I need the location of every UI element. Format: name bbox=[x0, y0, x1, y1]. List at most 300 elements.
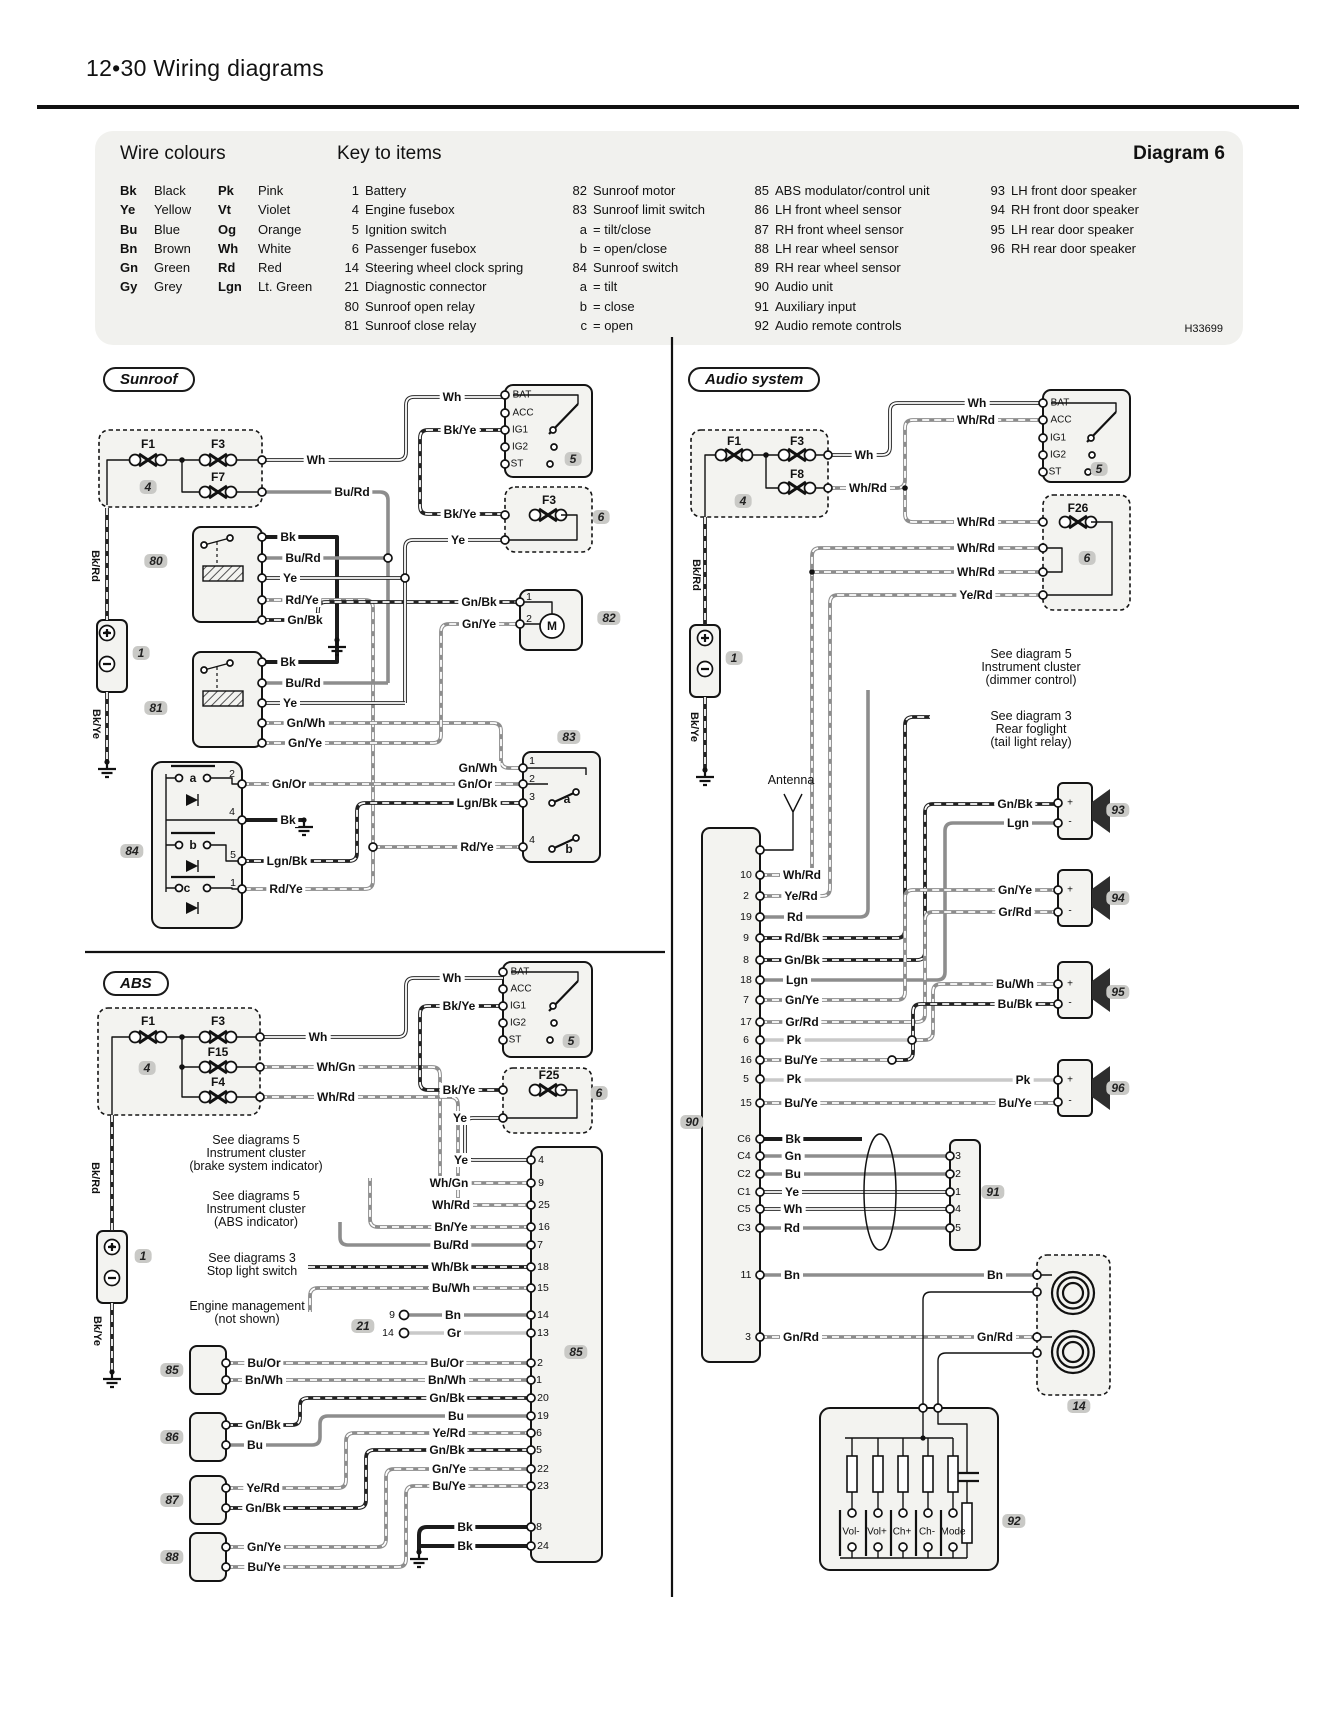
wire-label: Wh/Rd bbox=[314, 1090, 358, 1104]
wire-label: Gn/Bk bbox=[242, 1501, 283, 1515]
component-label: - bbox=[110, 1272, 114, 1284]
pin-number: 22 bbox=[537, 1463, 549, 1475]
wire-label: Bk bbox=[277, 813, 298, 827]
fuse-label: F1 bbox=[140, 437, 156, 451]
component-label: Ch+ bbox=[892, 1526, 912, 1538]
wire-label: Bn bbox=[984, 1268, 1006, 1282]
fuse-label: c bbox=[183, 881, 191, 895]
wire-label: Bu/Ye bbox=[781, 1096, 820, 1110]
key-item: 91 Auxiliary input bbox=[754, 298, 856, 314]
component-badge: 96 bbox=[1106, 1081, 1129, 1095]
fuse-label: F8 bbox=[789, 467, 805, 481]
wire-label: Wh bbox=[852, 448, 877, 462]
wire-label: Wh/Rd bbox=[954, 413, 998, 427]
fuse-label: F26 bbox=[1067, 501, 1089, 515]
wire-label: Wh bbox=[965, 396, 990, 410]
pin-number: 2 bbox=[537, 1357, 543, 1369]
sunroof-circuit bbox=[97, 385, 600, 928]
pin-number: 20 bbox=[537, 1392, 549, 1404]
pin-number: 6 bbox=[743, 1034, 749, 1046]
component-badge: 92 bbox=[1002, 1514, 1025, 1528]
pin-number: 2 bbox=[229, 768, 235, 780]
pin-number: C4 bbox=[737, 1150, 751, 1162]
component-badge: 85 bbox=[564, 1345, 587, 1359]
component-label: IG2 bbox=[511, 441, 529, 453]
component-badge: 6 bbox=[1079, 551, 1096, 565]
key-item: 80 Sunroof open relay bbox=[344, 298, 475, 314]
note-text: (tail light relay) bbox=[990, 735, 1072, 749]
key-item: 94 RH front door speaker bbox=[990, 202, 1139, 218]
wire-label: Wh bbox=[304, 453, 329, 467]
wire-colour-row: Gy Grey Lgn Lt. Green bbox=[120, 279, 313, 295]
key-item: 93 LH front door speaker bbox=[990, 183, 1137, 198]
wire-label: Gr/Rd bbox=[782, 1015, 821, 1029]
component-badge: 5 bbox=[563, 1034, 580, 1048]
pin-number: 14 bbox=[537, 1309, 549, 1321]
wire-label: Ye bbox=[451, 1153, 471, 1167]
audio-panel-title: Audio system bbox=[688, 367, 820, 392]
component-badge: 87 bbox=[160, 1493, 183, 1507]
key-item: 81 Sunroof close relay bbox=[344, 318, 477, 334]
component-label: ACC bbox=[512, 407, 534, 419]
fuse-label: F1 bbox=[726, 434, 742, 448]
component-label: Ch- bbox=[918, 1526, 936, 1538]
component-badge: 5 bbox=[565, 452, 582, 466]
wire-label: Bk bbox=[782, 1132, 803, 1146]
key-item: 14 Steering wheel clock spring bbox=[344, 260, 524, 276]
component-label: - bbox=[1068, 816, 1072, 828]
fuse-label: F3 bbox=[789, 434, 805, 448]
key-item: 83 Sunroof limit switch bbox=[572, 202, 705, 218]
pin-number: 5 bbox=[536, 1444, 542, 1456]
key-item: a = tilt/close bbox=[579, 221, 652, 237]
component-badge: 90 bbox=[680, 1115, 703, 1129]
wire-label: Rd/Ye bbox=[457, 840, 496, 854]
wire-label: Bu/Rd bbox=[430, 1238, 471, 1252]
wire-label: Gn bbox=[782, 1149, 805, 1163]
pin-number: 2 bbox=[529, 773, 535, 785]
fuse-label: F25 bbox=[538, 1068, 560, 1082]
key-item: 86 LH front wheel sensor bbox=[754, 202, 902, 218]
wire-label: Bu/Or bbox=[244, 1356, 283, 1370]
wire-label: Lgn bbox=[1004, 816, 1032, 830]
pin-number: 4 bbox=[529, 834, 535, 846]
component-label: ACC bbox=[1050, 414, 1072, 426]
key-item: 6 Passenger fusebox bbox=[351, 240, 477, 256]
wire-label: Wh/Gn bbox=[314, 1060, 359, 1074]
wire-label: Bu/Or bbox=[427, 1356, 466, 1370]
note-text: Antenna bbox=[767, 773, 815, 787]
wire-label: Bu/Ye bbox=[995, 1096, 1034, 1110]
note-text: Stop light switch bbox=[206, 1264, 298, 1278]
wire-label: Gn/Ye bbox=[285, 736, 325, 750]
key-item: 89 RH rear wheel sensor bbox=[754, 260, 901, 276]
pin-number: 1 bbox=[955, 1186, 961, 1198]
pin-number: 9 bbox=[389, 1309, 395, 1321]
component-badge: 21 bbox=[351, 1319, 374, 1333]
fuse-label: F4 bbox=[210, 1075, 226, 1089]
key-item: 84 Sunroof switch bbox=[572, 260, 679, 276]
component-badge: 81 bbox=[144, 701, 167, 715]
component-label: - bbox=[1068, 997, 1072, 1009]
wire-label-vertical: Bk/Rd bbox=[690, 556, 702, 594]
wire-label: Wh/Rd bbox=[846, 481, 890, 495]
wire-label: Wh bbox=[306, 1030, 331, 1044]
wire-label: Wh/Rd bbox=[954, 515, 998, 529]
wire-label: Gn/Ye bbox=[459, 617, 499, 631]
fuse-label: F3 bbox=[210, 437, 226, 451]
wire-label-vertical: Bk/Rd bbox=[89, 1159, 101, 1197]
pin-number: 2 bbox=[526, 613, 532, 625]
component-badge: 95 bbox=[1106, 985, 1129, 999]
component-label: BAT bbox=[512, 389, 532, 401]
note-text: See diagrams 3 bbox=[208, 1251, 296, 1265]
note-text: (brake system indicator) bbox=[189, 1159, 323, 1173]
wire-label: Gn/Bk bbox=[284, 613, 325, 627]
component-label: + bbox=[1067, 884, 1073, 896]
wire-label: Rd bbox=[784, 910, 806, 924]
pin-number: 16 bbox=[740, 1054, 752, 1066]
wire-colour-row: Bn Brown Wh White bbox=[120, 240, 292, 256]
wire-label: Bu bbox=[445, 1409, 467, 1423]
pin-number: 1 bbox=[230, 877, 236, 889]
component-label: BAT bbox=[510, 966, 530, 978]
pin-number: 18 bbox=[537, 1261, 549, 1273]
component-badge: 4 bbox=[139, 1061, 156, 1075]
pin-number: 25 bbox=[538, 1199, 550, 1211]
key-item: b = open/close bbox=[579, 240, 668, 256]
component-badge: 6 bbox=[593, 510, 610, 524]
pin-number: 9 bbox=[538, 1177, 544, 1189]
wire-label: Rd bbox=[781, 1221, 803, 1235]
note-text: Rear foglight bbox=[995, 722, 1067, 736]
fuse-label: F3 bbox=[210, 1014, 226, 1028]
fuse-label: M bbox=[547, 619, 557, 633]
pin-number: 3 bbox=[529, 791, 535, 803]
wire-label: Wh bbox=[440, 390, 465, 404]
component-badge: 84 bbox=[120, 844, 143, 858]
wire-label: Gn/Bk bbox=[458, 595, 499, 609]
key-item: c = open bbox=[580, 318, 634, 334]
component-label: BAT bbox=[1050, 397, 1070, 409]
note-text: Instrument cluster bbox=[981, 660, 1081, 674]
pin-number: 4 bbox=[538, 1154, 544, 1166]
component-badge: 86 bbox=[160, 1430, 183, 1444]
fuse-label: F3 bbox=[541, 493, 557, 507]
component-label: ST bbox=[1048, 466, 1062, 478]
wire-label: Ye bbox=[782, 1185, 802, 1199]
wire-colour-row: Bu Blue Og Orange bbox=[120, 221, 302, 237]
wire-label: Bk/Ye bbox=[440, 999, 479, 1013]
component-label: IG1 bbox=[509, 1000, 527, 1012]
key-item: 1 Battery bbox=[351, 183, 407, 198]
pin-number: 3 bbox=[745, 1331, 751, 1343]
wire-label: Wh/Rd bbox=[780, 868, 824, 882]
key-item: 88 LH rear wheel sensor bbox=[754, 240, 899, 256]
component-label: IG2 bbox=[509, 1017, 527, 1029]
wire-label: Ye/Rd bbox=[781, 889, 820, 903]
pin-number: C6 bbox=[737, 1133, 751, 1145]
wire-label: Ye/Rd bbox=[243, 1481, 282, 1495]
key-item: 92 Audio remote controls bbox=[754, 318, 902, 334]
component-badge: 6 bbox=[591, 1086, 608, 1100]
component-badge: 85 bbox=[160, 1363, 183, 1377]
pin-number: 10 bbox=[740, 869, 752, 881]
wire-label: Gn/Ye bbox=[429, 1462, 469, 1476]
component-badge: 5 bbox=[1091, 462, 1108, 476]
wire-label: Wh/Rd bbox=[429, 1198, 473, 1212]
component-badge: 88 bbox=[160, 1550, 183, 1564]
wire-label: Ye/Rd bbox=[429, 1426, 468, 1440]
component-label: - bbox=[1068, 905, 1072, 917]
wire-label: Ye bbox=[448, 533, 468, 547]
pin-number: 16 bbox=[538, 1221, 550, 1233]
wire-label: Lgn/Bk bbox=[454, 796, 501, 810]
wire-label: Wh/Bk bbox=[428, 1260, 471, 1274]
wire-label: Bk/Ye bbox=[441, 507, 480, 521]
wire-label-vertical: Bk/Ye bbox=[688, 709, 700, 745]
component-label: - bbox=[105, 658, 109, 670]
key-item: 4 Engine fusebox bbox=[351, 202, 455, 218]
key-item: 87 RH front wheel sensor bbox=[754, 221, 904, 237]
component-label: + bbox=[1067, 1074, 1073, 1086]
wire-label: Bu/Wh bbox=[993, 977, 1037, 991]
wire-label: Gn/Ye bbox=[244, 1540, 284, 1554]
key-item: a = tilt bbox=[579, 279, 618, 295]
key-item: 21 Diagnostic connector bbox=[344, 279, 487, 295]
wire-label: Wh/Rd bbox=[954, 541, 998, 555]
note-text: (not shown) bbox=[214, 1312, 280, 1326]
wire-label: Rd/Ye bbox=[282, 593, 321, 607]
component-badge: 91 bbox=[981, 1185, 1004, 1199]
pin-number: 11 bbox=[740, 1269, 752, 1281]
component-label: Vol+ bbox=[867, 1526, 887, 1538]
pin-number: 14 bbox=[382, 1327, 394, 1339]
pin-number: 3 bbox=[955, 1150, 961, 1162]
component-badge: 93 bbox=[1106, 803, 1129, 817]
pin-number: C2 bbox=[737, 1168, 751, 1180]
wire-label: Gn/Or bbox=[455, 777, 495, 791]
wire-colours-title: Wire colours bbox=[120, 143, 226, 164]
key-item: 90 Audio unit bbox=[754, 279, 833, 295]
component-label: IG1 bbox=[1049, 432, 1067, 444]
wire-label-vertical: Bk/Rd bbox=[89, 547, 101, 585]
pin-number: 4 bbox=[229, 806, 235, 818]
wire-label: Gn/Ye bbox=[995, 883, 1035, 897]
component-label: ACC bbox=[510, 983, 532, 995]
wire-label: Ye bbox=[450, 1111, 470, 1125]
wire-label: Bk/Ye bbox=[440, 1083, 479, 1097]
wire-colour-row: Ye Yellow Vt Violet bbox=[120, 202, 291, 218]
pin-number: 5 bbox=[743, 1073, 749, 1085]
note-text: Engine management bbox=[189, 1299, 305, 1313]
component-badge: 82 bbox=[597, 611, 620, 625]
wire-label: Gn/Rd bbox=[974, 1330, 1016, 1344]
component-label: ST bbox=[508, 1034, 522, 1046]
pin-number: 2 bbox=[743, 890, 749, 902]
pin-number: 17 bbox=[740, 1016, 752, 1028]
wire-label: Bu/Rd bbox=[282, 551, 323, 565]
key-item: 95 LH rear door speaker bbox=[990, 221, 1134, 237]
pin-number: 5 bbox=[955, 1222, 961, 1234]
key-to-items-title: Key to items bbox=[337, 143, 442, 164]
component-badge: 1 bbox=[726, 651, 743, 665]
wire-label: Gn/Bk bbox=[994, 797, 1035, 811]
wire-label: Bu/Rd bbox=[282, 676, 323, 690]
pin-number: 1 bbox=[536, 1374, 542, 1386]
fuse-label: a bbox=[189, 771, 197, 785]
pin-number: 7 bbox=[537, 1239, 543, 1251]
wire-label: Bu/Ye bbox=[781, 1053, 820, 1067]
abs-circuit bbox=[97, 962, 602, 1581]
wire-label: Ye bbox=[280, 571, 300, 585]
key-item: 5 Ignition switch bbox=[351, 221, 447, 237]
wire-label: Lgn bbox=[783, 973, 811, 987]
fuse-label: a bbox=[563, 792, 571, 806]
wire-label: Bu/Ye bbox=[429, 1479, 468, 1493]
wire-label: Bn/Wh bbox=[425, 1373, 469, 1387]
pin-number: 4 bbox=[955, 1203, 961, 1215]
component-badge: 80 bbox=[144, 554, 167, 568]
wire-label: Ye/Rd bbox=[956, 588, 995, 602]
wire-label-vertical: Bk/Ye bbox=[90, 706, 102, 742]
component-badge: 4 bbox=[735, 494, 752, 508]
component-badge: 1 bbox=[133, 646, 150, 660]
fuse-label: b bbox=[189, 838, 197, 852]
note-text: (dimmer control) bbox=[985, 673, 1077, 687]
wire-label: Gn/Rd bbox=[780, 1330, 822, 1344]
wire-label: Gn/Wh bbox=[456, 761, 501, 775]
component-label: IG1 bbox=[511, 424, 529, 436]
pin-number: 19 bbox=[537, 1410, 549, 1422]
component-badge: 4 bbox=[140, 480, 157, 494]
pin-number: 7 bbox=[743, 994, 749, 1006]
key-item: b = close bbox=[579, 298, 635, 314]
pin-number: 24 bbox=[537, 1540, 549, 1552]
wire-label: Bn/Ye bbox=[431, 1220, 470, 1234]
component-label: ST bbox=[510, 458, 524, 470]
wire-label: Gn/Or bbox=[269, 777, 309, 791]
wire-label: Wh/Rd bbox=[954, 565, 998, 579]
note-text: See diagram 3 bbox=[990, 709, 1072, 723]
component-label: + bbox=[109, 1241, 115, 1253]
component-badge: 14 bbox=[1067, 1399, 1090, 1413]
wire-label: Bu bbox=[244, 1438, 266, 1452]
wire-label: Bn bbox=[442, 1308, 464, 1322]
pin-number: 23 bbox=[537, 1480, 549, 1492]
abs-panel-title: ABS bbox=[103, 971, 169, 996]
pin-number: 5 bbox=[230, 849, 236, 861]
component-badge: 1 bbox=[135, 1249, 152, 1263]
page-title: 12•30 Wiring diagrams bbox=[86, 55, 325, 81]
wire-label: Bk bbox=[454, 1539, 475, 1553]
pin-number: 19 bbox=[740, 911, 752, 923]
pin-number: 1 bbox=[529, 755, 535, 767]
wire-label: Bn/Wh bbox=[242, 1373, 286, 1387]
wire-label: Bu/Bk bbox=[995, 997, 1036, 1011]
component-badge: 94 bbox=[1106, 891, 1129, 905]
wire-label: Gn/Bk bbox=[242, 1418, 283, 1432]
wire-label: Gn/Bk bbox=[781, 953, 822, 967]
wire-label: Gr bbox=[444, 1326, 464, 1340]
wire-label: Bu bbox=[782, 1167, 804, 1181]
key-item: 96 RH rear door speaker bbox=[990, 240, 1136, 256]
note-text: (ABS indicator) bbox=[213, 1215, 299, 1229]
fuse-label: b bbox=[565, 842, 573, 856]
wire-label: Bn bbox=[781, 1268, 803, 1282]
wire-label: Bk bbox=[277, 530, 298, 544]
audio-circuit bbox=[690, 390, 1130, 1570]
component-label: + bbox=[104, 627, 110, 639]
wire-label: Wh bbox=[781, 1202, 806, 1216]
wire-label: Gn/Bk bbox=[426, 1391, 467, 1405]
diagram-number: Diagram 6 bbox=[1133, 143, 1225, 164]
component-label: Mode bbox=[940, 1526, 966, 1538]
note-text: See diagrams 5 bbox=[212, 1189, 300, 1203]
key-item: 82 Sunroof motor bbox=[572, 183, 676, 198]
wire-label: Gn/Wh bbox=[284, 716, 329, 730]
wire-label: Rd/Bk bbox=[782, 931, 823, 945]
wire-label: Pk bbox=[1013, 1073, 1034, 1087]
pin-number: C1 bbox=[737, 1186, 751, 1198]
component-label: IG2 bbox=[1049, 449, 1067, 461]
sunroof-panel-title: Sunroof bbox=[103, 367, 195, 392]
pin-number: 18 bbox=[740, 974, 752, 986]
component-badge: 83 bbox=[557, 730, 580, 744]
wire-label: Bk/Ye bbox=[441, 423, 480, 437]
pin-number: 2 bbox=[955, 1168, 961, 1180]
pin-number: 8 bbox=[536, 1521, 542, 1533]
component-label: + bbox=[1067, 797, 1073, 809]
pin-number: 8 bbox=[743, 954, 749, 966]
wire-label: Bu/Wh bbox=[429, 1281, 473, 1295]
component-label: Vol- bbox=[842, 1526, 860, 1538]
wire-label: Ye bbox=[280, 696, 300, 710]
note-text: See diagrams 5 bbox=[212, 1133, 300, 1147]
component-label: + bbox=[1067, 978, 1073, 990]
wire-label: Wh bbox=[440, 971, 465, 985]
wire-label: Gn/Ye bbox=[782, 993, 822, 1007]
pin-number: C3 bbox=[737, 1222, 751, 1234]
wire-label: Bk bbox=[454, 1520, 475, 1534]
pin-number: 1 bbox=[526, 591, 532, 603]
pin-number: 15 bbox=[740, 1097, 752, 1109]
pin-number: 9 bbox=[743, 932, 749, 944]
reference-code: H33699 bbox=[1184, 323, 1223, 335]
wire-label-vertical: Bk/Ye bbox=[91, 1313, 103, 1349]
wire-colour-row: Gn Green Rd Red bbox=[120, 260, 282, 276]
fuse-label: F15 bbox=[207, 1045, 229, 1059]
key-item: 85 ABS modulator/control unit bbox=[754, 183, 930, 198]
wire-colour-row: Bk Black Pk Pink bbox=[120, 183, 284, 198]
pin-number: 6 bbox=[536, 1427, 542, 1439]
pin-number: 13 bbox=[537, 1327, 549, 1339]
note-text: See diagram 5 bbox=[990, 647, 1072, 661]
wire-label: Wh/Gn bbox=[427, 1176, 472, 1190]
wire-label: Rd/Ye bbox=[266, 882, 305, 896]
wire-label: Pk bbox=[784, 1033, 805, 1047]
wire-label: Pk bbox=[784, 1072, 805, 1086]
note-text: Instrument cluster bbox=[206, 1202, 306, 1216]
pin-number: 15 bbox=[537, 1282, 549, 1294]
wire-label: Bu/Rd bbox=[331, 485, 372, 499]
fuse-label: F7 bbox=[210, 470, 226, 484]
wire-label: Lgn/Bk bbox=[264, 854, 311, 868]
fuse-label: F1 bbox=[140, 1014, 156, 1028]
wire-label: Bk bbox=[277, 655, 298, 669]
wire-label: Gn/Bk bbox=[426, 1443, 467, 1457]
wire-label: Bu/Ye bbox=[244, 1560, 283, 1574]
